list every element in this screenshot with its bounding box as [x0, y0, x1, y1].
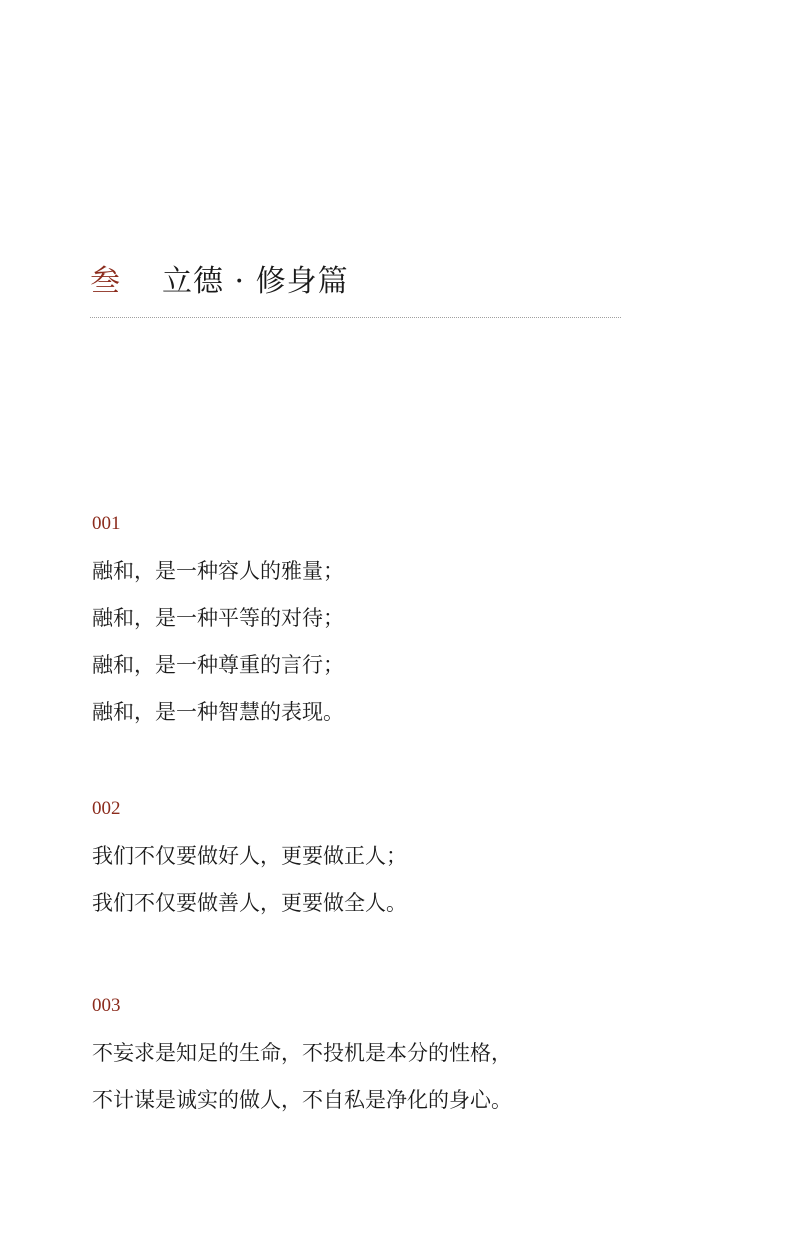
entry — [92, 797, 407, 927]
chapter-number: 叁 — [90, 264, 120, 299]
entry-line: 不妄求是知足的生命，不投机是本分的性格， — [92, 1041, 512, 1065]
entry-line: 融和，是一种平等的对待； — [92, 606, 344, 630]
entry — [92, 994, 512, 1124]
entry-line: 不计谋是诚实的做人，不自私是净化的身心。 — [92, 1088, 512, 1112]
entry-number: 003 — [92, 995, 121, 1016]
entry-line: 我们不仅要做善人，更要做全人。 — [92, 891, 407, 915]
chapter-header — [90, 262, 621, 322]
entry-line: 我们不仅要做好人，更要做正人； — [92, 844, 407, 868]
entry-number: 001 — [92, 513, 121, 534]
chapter-title: 立德 · 修身篇 — [162, 264, 349, 299]
entry-line: 融和，是一种尊重的言行； — [92, 653, 344, 677]
entry-line: 融和，是一种智慧的表现。 — [92, 700, 344, 724]
entry — [92, 512, 344, 736]
entry-line: 融和，是一种容人的雅量； — [92, 559, 344, 583]
entry-number: 002 — [92, 798, 121, 819]
chapter-divider — [90, 317, 621, 318]
